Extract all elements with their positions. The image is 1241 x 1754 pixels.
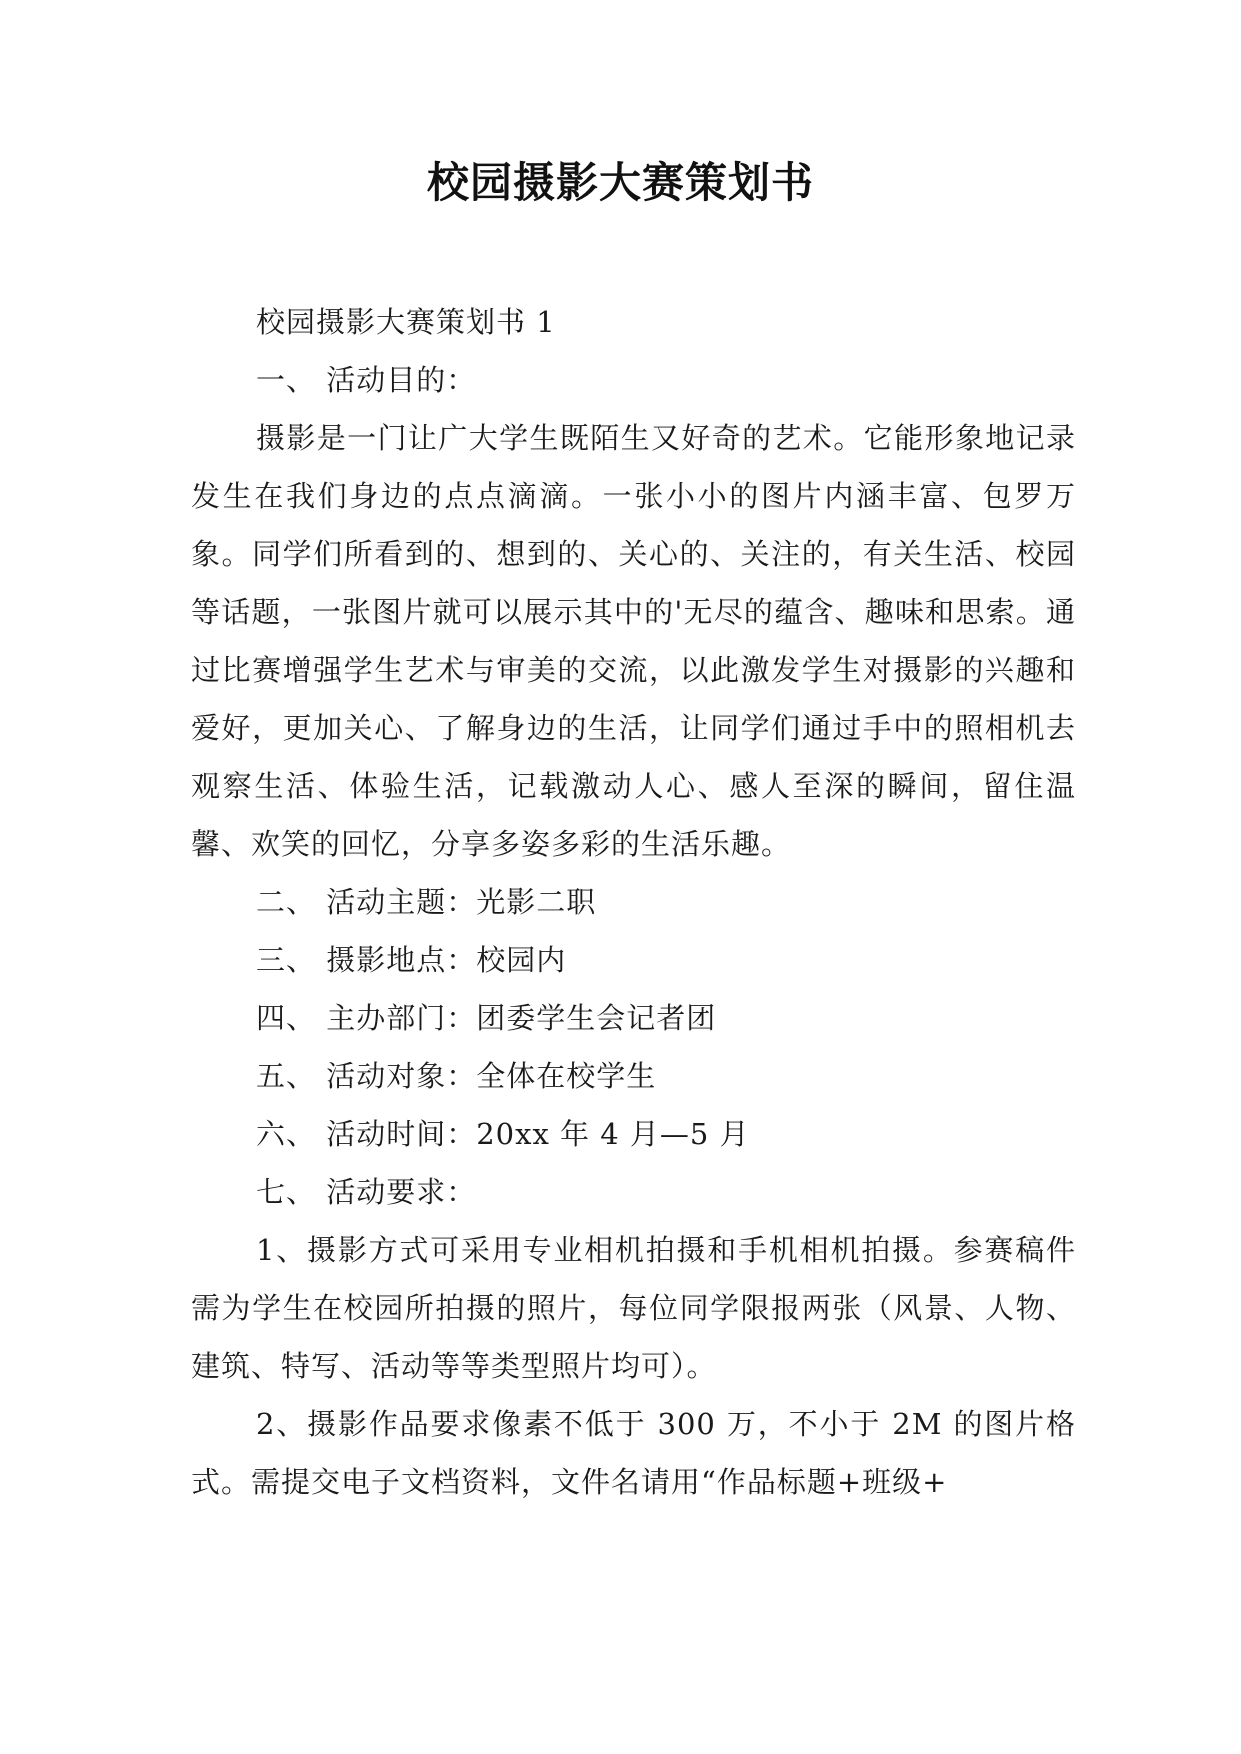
paragraph-requirement-1: 1、摄影方式可采用专业相机拍摄和手机相机拍摄。参赛稿件需为学生在校园所拍摄的照片，每位同学限报两张（风景、人物、建筑、特写、活动等等类型照片均可）。 [191, 1233, 1076, 1383]
section-subtitle: 校园摄影大赛策划书 1 [256, 305, 556, 339]
list-item-time: 六、 活动时间：20xx 年 4 月—5 月 [256, 1117, 750, 1151]
list-item-organizer: 四、 主办部门：团委学生会记者团 [256, 1001, 717, 1035]
section-heading-requirements: 七、 活动要求： [256, 1175, 477, 1209]
paragraph-requirement-2: 2、摄影作品要求像素不低于 300 万，不小于 2M 的图片格式。需提交电子文档资料，文件名请用“作品标题+班级+ [191, 1407, 1076, 1499]
document-title: 校园摄影大赛策划书 [426, 158, 814, 207]
paragraph-purpose: 摄影是一门让广大学生既陌生又好奇的艺术。它能形象地记录发生在我们身边的点点滴滴。一张小小的图片内涵丰富、包罗万象。同学们所看到的、想到的、关心的、关注的，有关生活、校园等话题，一张图片就可以展示其中的'无尽的蕴含、趣味和思索。通过比赛增强学生艺术与审美的交流，以此激发学生对摄影的兴趣和爱好，更加关心、了解身边的生活，让同学们通过手中的照相机去观察生活、体验生活，记载激动人心、感人至深的瞬间，留住温馨、欢笑的回忆，分享多姿多彩的生活乐趣。 [191, 421, 1076, 861]
list-item-location: 三、 摄影地点：校园内 [256, 943, 567, 977]
section-heading-purpose: 一、 活动目的： [256, 363, 477, 397]
list-item-participants: 五、 活动对象：全体在校学生 [256, 1059, 657, 1093]
list-item-theme: 二、 活动主题：光影二职 [256, 885, 597, 919]
document-body [191, 293, 1076, 1511]
